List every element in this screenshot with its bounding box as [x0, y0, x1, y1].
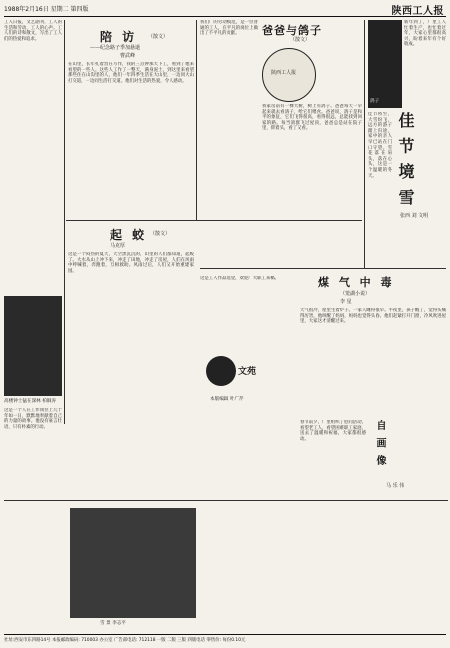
- page-editor: 本版编辑 叶广芹: [210, 397, 244, 402]
- self-portrait-title: 自 画 像: [374, 420, 385, 467]
- winter-scene-caption: 雪 景 李志平: [100, 621, 126, 626]
- article-title-pigeon: 爸爸与鸽子: [262, 24, 322, 37]
- article-author-vertical: 张西 刘 文明: [400, 213, 429, 219]
- article-title-vertical: 佳 节 境 雪: [396, 112, 415, 207]
- article-genre-gas: （笼湖小说）: [340, 291, 371, 297]
- article-body-gas: 天气很冷，屋里生着炉子。一家人睡得很早。半夜里，孩子醒了，觉得头痛得厉害，他叫醒了妈妈，妈妈也觉得头昏。他们赶紧打开门窗，冷风吹进屋里，大家这才清醒过来。: [300, 308, 446, 325]
- article-author-visit: 曹武峰: [120, 53, 136, 59]
- emblem-badge: [262, 48, 316, 102]
- emblem-circle: [206, 356, 236, 386]
- article-body-vertical: 佳节将至，大雪纷飞，远方的游子踏上归途，家中的亲人早已站在门口守望。雪花落在肩头，落在心头，这是一个温暖的冬天。: [368, 112, 392, 179]
- woodcut-image: [4, 296, 62, 396]
- article-genre-visit: （散文）: [148, 34, 169, 40]
- right-column-text: 新年到了，厂里工人忙着生产，也忙着过年，大家心里都很高兴，盼着来年有个好收成。: [404, 20, 446, 48]
- divider: [196, 20, 197, 220]
- self-portrait-author: 马 乐 伟: [386, 483, 405, 489]
- issue-date: 1988年2月16日 星期二 第四版: [4, 6, 89, 13]
- woodcut-caption: 高楼钟士猛在深林 柏铜涛: [4, 399, 56, 404]
- article-title-visit: 陪 访: [100, 30, 138, 44]
- emblem-text: 陕西工人报: [271, 70, 297, 76]
- pigeon-woodcut-image: [368, 20, 402, 108]
- article-body-storm: 这是一个闷热的夏天，天空黑沉沉的，山里的人们都知道，起蛟了。大水从山上冲下来，冲走了田地，冲走了房屋，人们在风雨中呼喊着，奔跑着，互相救助。风雨过后，人们又开始重建家园。: [68, 252, 194, 274]
- article-title-gas: 煤 气 中 毒: [318, 276, 395, 289]
- divider: [64, 20, 65, 424]
- article-title-storm: 起 蛟: [110, 228, 148, 242]
- article-author-gas: 李 星: [340, 299, 352, 305]
- emblem-subtext: 文苑: [238, 367, 257, 377]
- pigeon-image-caption: 鸽子: [370, 99, 380, 104]
- paper-name: 陕西工人报: [391, 6, 444, 17]
- masthead: [4, 2, 446, 17]
- divider: [66, 220, 362, 221]
- mid-lower-text: 这是工人作品选登，欢迎广大职工来稿。: [200, 276, 280, 281]
- article-genre-storm: （散文）: [150, 231, 171, 237]
- literary-emblem: [206, 352, 264, 392]
- article-genre-pigeon: （散文）: [290, 37, 311, 43]
- center-column-text: 我们厂的劳动模范，是一位普通的工人，在平凡的岗位上做出了不平凡的贡献。: [200, 20, 258, 37]
- winter-scene-image: [70, 508, 196, 618]
- left-intro-text: 工人日报，文艺副刊，工人的生活和劳动，工人的心声。工人们的诗和散文，写出了工人们的热爱和追求。: [4, 20, 62, 42]
- article-subtitle-visit: ——纪念路子季加悬逝: [90, 45, 141, 51]
- article-author-storm: 马克厚: [110, 243, 126, 249]
- article-body-pigeon: 我家房前有一棵大树，树上有鸽子。爸爸每天一早起来就去看鸽子，给它们喂食。爸爸说，鸽子是和平的象征，它们飞得很高，看得很远，总能找到回家的路。每当鸽群飞过屋顶，爸爸总是站在院子里，仰着头，看了又看。: [262, 104, 362, 132]
- divider: [364, 20, 365, 268]
- article-body-visit: 在山里，长年扎着营在写作，我的三点钟那天下工，看到了他来看望的一些人。这些人工作了一整天，满身泥土，到这里来看望那些住在山沟里的人，他们一年四季生活在大山里，一边同大山打交道，一边同生活打交道。他们对生活的热爱，令人感动。: [68, 62, 194, 84]
- divider: [200, 268, 446, 269]
- divider: [4, 500, 448, 501]
- left-lower-text: 这是一个人在工作岗位上几十年如一日，默默地奉献着自己的力量的故事。他没有豪言壮语，只有朴素的行动。: [4, 408, 62, 430]
- right-lower-text: 春节前夕，厂里组织了慰问活动，看望老工人，看望困难职工家庭，送去了温暖和祝福，大家都很感动。: [300, 420, 366, 442]
- footer: 社址:西安市东四路14号 本报邮政编码: 710003 办公室 广告部电话: 712118 一版 二版 三版 四版电话 零售价: 每份0.10元: [4, 634, 446, 647]
